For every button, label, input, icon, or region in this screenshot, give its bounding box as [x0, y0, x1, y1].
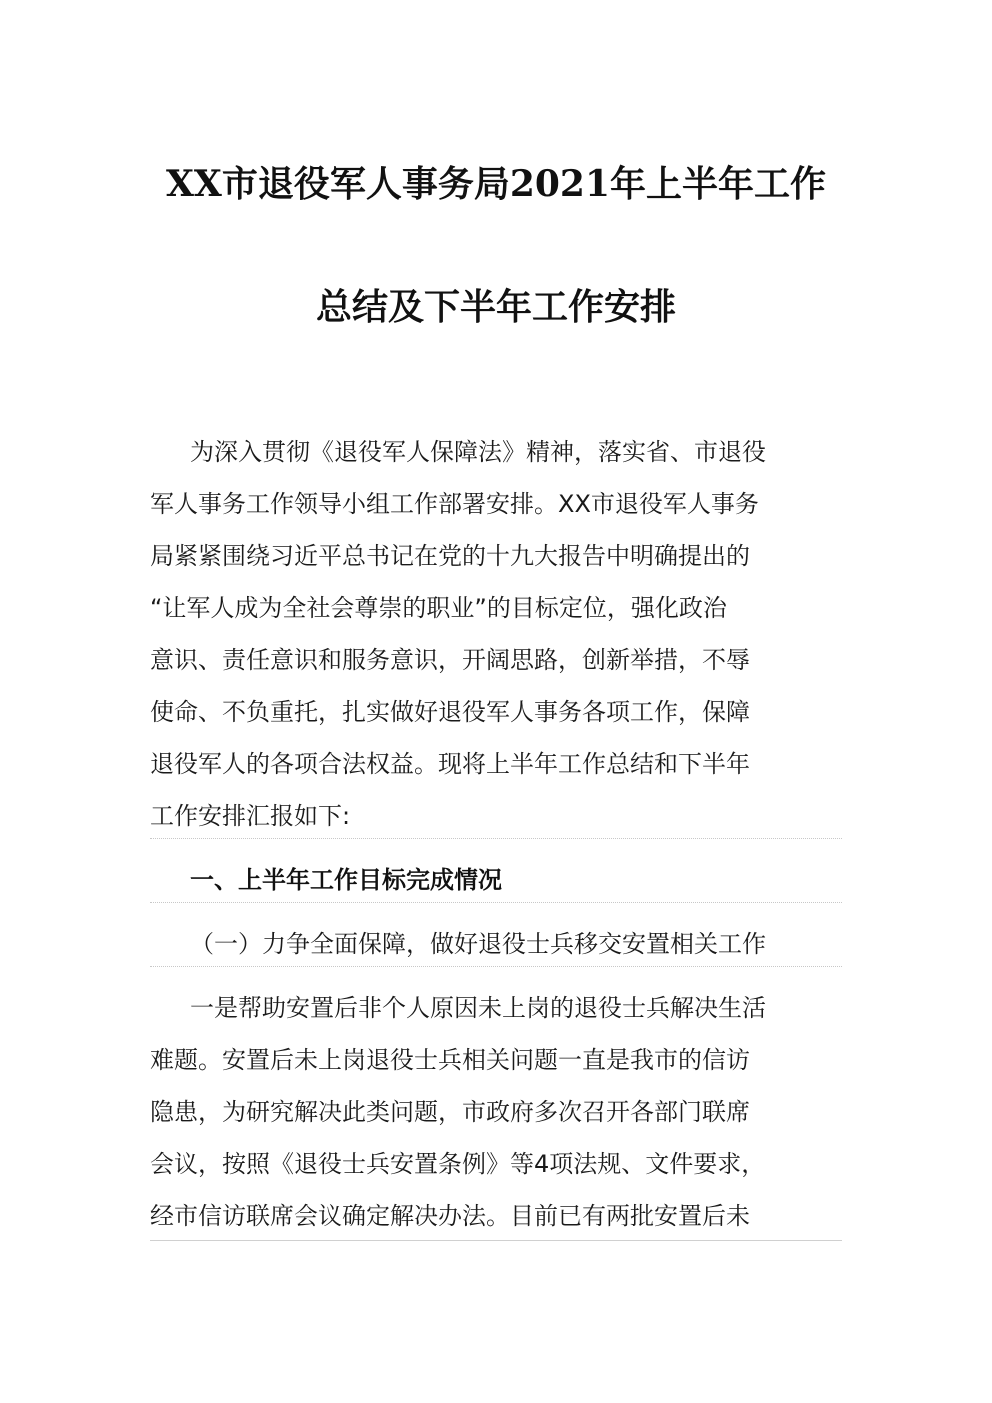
divider	[150, 966, 842, 967]
paragraph-line: 为深入贯彻《退役军人保障法》精神，落实省、市退役	[190, 438, 766, 466]
paragraph-line: 难题。安置后未上岗退役士兵相关问题一直是我市的信访	[150, 1046, 750, 1074]
paragraph-line: 退役军人的各项合法权益。现将上半年工作总结和下半年	[150, 750, 750, 778]
paragraph-line: 使命、不负重托，扎实做好退役军人事务各项工作，保障	[150, 698, 750, 726]
divider	[150, 838, 842, 839]
divider	[150, 1240, 842, 1241]
paragraph-line: 意识、责任意识和服务意识，开阔思路，创新举措，不辱	[150, 646, 750, 674]
subsection-heading: （一）力争全面保障，做好退役士兵移交安置相关工作	[190, 930, 766, 958]
paragraph-line: 局紧紧围绕习近平总书记在党的十九大报告中明确提出的	[150, 542, 750, 570]
paragraph-line: 军人事务工作领导小组工作部署安排。XX市退役军人事务	[150, 490, 759, 518]
intro-paragraph	[150, 426, 840, 842]
paragraph-line: 工作安排汇报如下:	[150, 802, 351, 830]
paragraph-line: “让军人成为全社会尊崇的职业”的目标定位，强化政治	[150, 594, 727, 622]
document-title-line-2: 总结及下半年工作安排	[315, 286, 676, 328]
paragraph-line: 一是帮助安置后非个人原因未上岗的退役士兵解决生活	[190, 994, 766, 1022]
document-title-line-1: XX市退役军人事务局2021年上半年工作	[165, 163, 827, 205]
paragraph-line: 隐患，为研究解决此类问题，市政府多次召开各部门联席	[150, 1098, 750, 1126]
section-heading: 一、上半年工作目标完成情况	[190, 866, 502, 894]
paragraph-line: 会议，按照《退役士兵安置条例》等4项法规、文件要求，	[150, 1150, 766, 1178]
divider	[150, 902, 842, 903]
paragraph-line: 经市信访联席会议确定解决办法。目前已有两批安置后未	[150, 1202, 750, 1230]
body-paragraph	[150, 982, 840, 1242]
